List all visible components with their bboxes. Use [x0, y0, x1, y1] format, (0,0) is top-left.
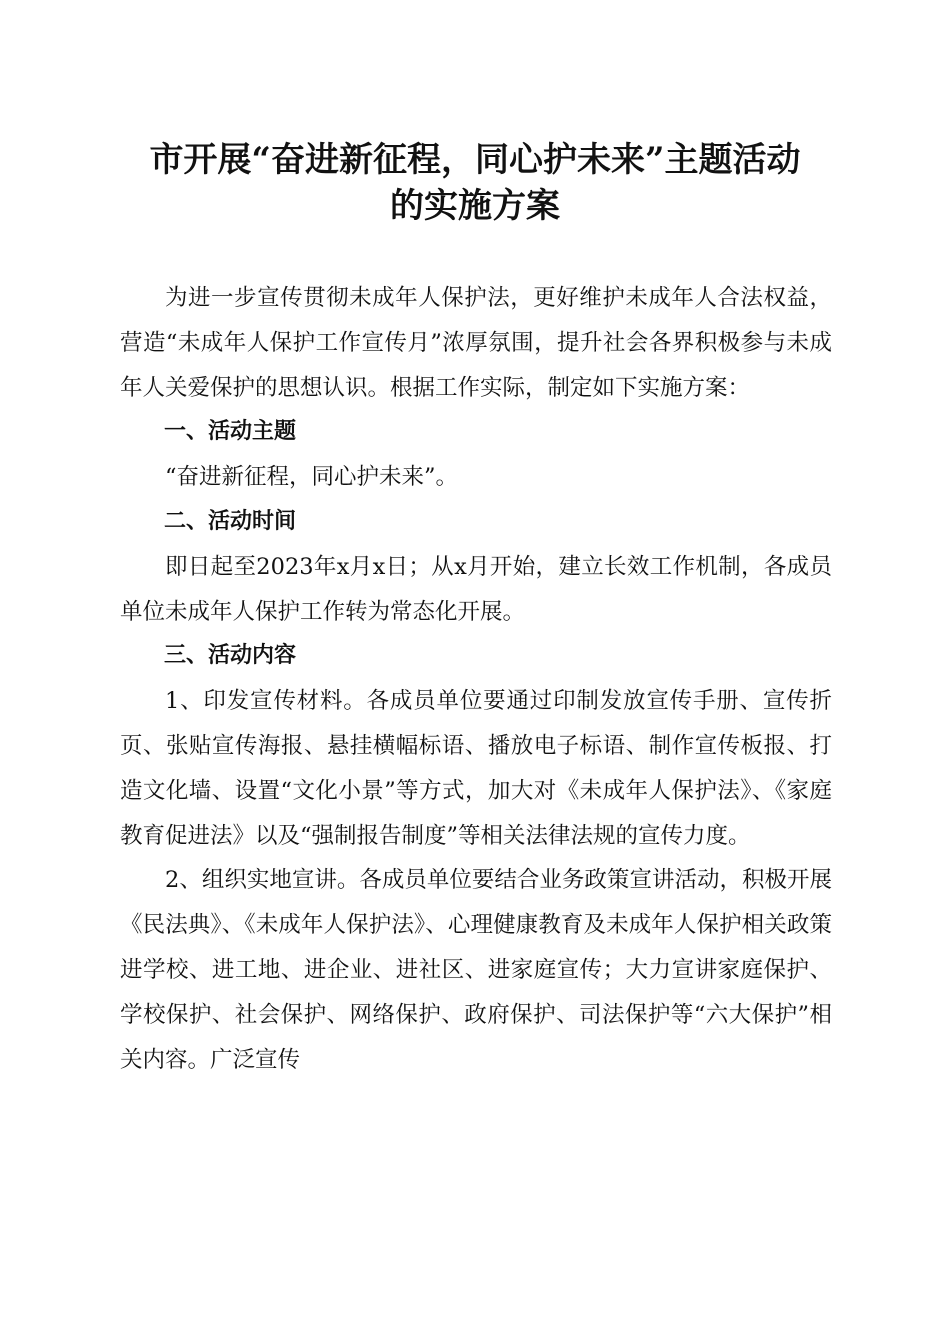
document-title-line-2: 的实施方案 — [390, 186, 560, 226]
section-3-item-2: 2、组织实地宣讲。各成员单位要结合业务政策宣讲活动，积极开展《民法典》、《未成年人保护法》、心理健康教育及未成年人保护相关政策进学校、进工地、进企业、进社区、进家庭宣传；大力宣讲家庭保护、学校保护、社会保护、网络保护、政府保护、司法保护等“六大保护”相关内容。广泛宣传 — [120, 867, 832, 1073]
section-1-text: “奋进新征程，同心护未来”。 — [165, 464, 459, 491]
document-title-line-1: 市开展“奋进新征程，同心护未来”主题活动 — [149, 140, 801, 180]
intro-paragraph: 为进一步宣传贯彻未成年人保护法，更好维护未成年人合法权益，营造“未成年人保护工作宣传月”浓厚氛围，提升社会各界积极参与未成年人关爱保护的思想认识。根据工作实际，制定如下实施方案： — [120, 285, 832, 401]
section-2-heading: 二、活动时间 — [164, 508, 297, 534]
section-3-heading: 三、活动内容 — [164, 643, 297, 669]
section-3-item-1: 1、印发宣传材料。各成员单位要通过印制发放宣传手册、宣传折页、张贴宣传海报、悬挂横幅标语、播放电子标语、制作宣传板报、打造文化墙、设置“文化小景”等方式，加大对《未成年人保护法》、《家庭教育促进法》以及“强制报告制度”等相关法律法规的宣传力度。 — [120, 688, 832, 849]
document-body — [120, 276, 832, 1082]
section-2-text: 即日起至2023年x月x日；从x月开始，建立长效工作机制，各成员单位未成年人保护工作转为常态化开展。 — [120, 553, 832, 625]
section-1-heading: 一、活动主题 — [164, 419, 297, 445]
